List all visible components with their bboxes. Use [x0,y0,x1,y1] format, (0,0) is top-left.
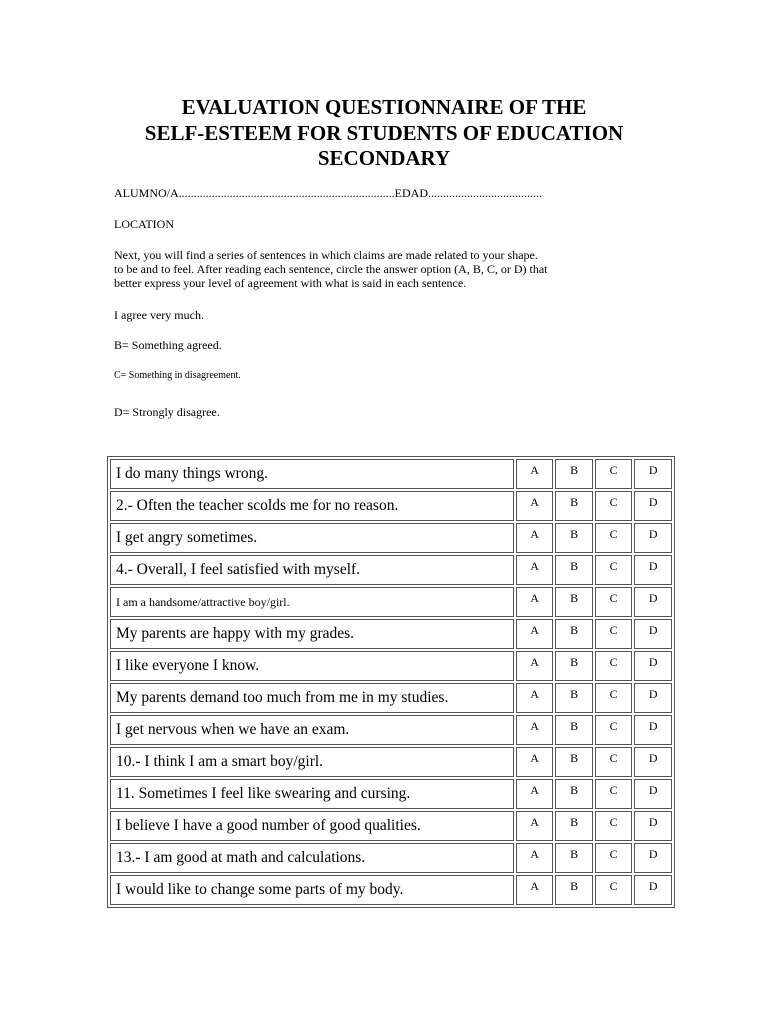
answer-option-b[interactable]: B [555,715,593,745]
answer-option-b[interactable]: B [555,459,593,489]
answer-option-c[interactable]: C [595,459,633,489]
answer-option-d[interactable]: D [634,491,672,521]
question-statement: I like everyone I know. [110,651,514,681]
instructions-line-3: better express your level of agreement with what is said in each sentence. [114,276,467,290]
answer-option-a[interactable]: A [516,651,554,681]
question-statement: 11. Sometimes I feel like swearing and cursing. [110,779,514,809]
table-row [110,811,672,841]
question-statement: 10.- I think I am a smart boy/girl. [110,747,514,777]
instructions-line-1: Next, you will find a series of sentences in which claims are made related to your shape. [114,248,538,262]
question-statement: I get nervous when we have an exam. [110,715,514,745]
answer-option-a[interactable]: A [516,779,554,809]
answer-option-d[interactable]: D [634,779,672,809]
title-line-1: EVALUATION QUESTIONNAIRE OF THE [181,95,587,119]
answer-option-c[interactable]: C [595,875,633,905]
answer-option-c[interactable]: C [595,683,633,713]
legend-b: B= Something agreed. [114,338,222,352]
table-row [110,875,672,905]
answer-option-c[interactable]: C [595,651,633,681]
answer-option-d[interactable]: D [634,843,672,873]
answer-option-a[interactable]: A [516,619,554,649]
title-line-2: SELF-ESTEEM FOR STUDENTS OF EDUCATION [144,120,624,145]
question-statement: 4.- Overall, I feel satisfied with myself. [110,555,514,585]
instructions-line-2: to be and to feel. After reading each sentence, circle the answer option (A, B, C, or D) that [114,262,548,276]
answer-option-a[interactable]: A [516,459,554,489]
table-row [110,683,672,713]
table-row [110,459,672,489]
table-row [110,491,672,521]
table-row [110,715,672,745]
answer-option-d[interactable]: D [634,555,672,585]
answer-option-a[interactable]: A [516,587,554,617]
answer-option-d[interactable]: D [634,587,672,617]
answer-option-b[interactable]: B [555,619,593,649]
table-row [110,587,672,617]
location-label: LOCATION [114,217,174,231]
answer-option-a[interactable]: A [516,683,554,713]
answer-option-b[interactable]: B [555,683,593,713]
answer-option-b[interactable]: B [555,843,593,873]
answer-option-c[interactable]: C [595,619,633,649]
answer-option-c[interactable]: C [595,587,633,617]
answer-option-c[interactable]: C [595,523,633,553]
answer-option-c[interactable]: C [595,843,633,873]
table-row [110,523,672,553]
question-statement: I get angry sometimes. [110,523,514,553]
question-statement: I believe I have a good number of good qualities. [110,811,514,841]
answer-option-b[interactable]: B [555,587,593,617]
answer-option-b[interactable]: B [555,779,593,809]
title-line-3: SECONDARY [317,146,451,170]
question-statement: 2.- Often the teacher scolds me for no reason. [110,491,514,521]
answer-option-d[interactable]: D [634,715,672,745]
answer-option-d[interactable]: D [634,747,672,777]
answer-option-d[interactable]: D [634,523,672,553]
question-statement: My parents are happy with my grades. [110,619,514,649]
answer-option-a[interactable]: A [516,555,554,585]
answer-option-b[interactable]: B [555,651,593,681]
answer-option-d[interactable]: D [634,683,672,713]
legend-d: D= Strongly disagree. [114,405,220,419]
questionnaire-title [0,95,768,172]
answer-option-d[interactable]: D [634,619,672,649]
answer-option-b[interactable]: B [555,811,593,841]
answer-option-c[interactable]: C [595,747,633,777]
answer-option-a[interactable]: A [516,875,554,905]
legend-c: C= Something in disagreement. [114,370,241,381]
answer-option-b[interactable]: B [555,747,593,777]
legend-a: I agree very much. [114,308,204,322]
answer-option-a[interactable]: A [516,843,554,873]
answer-option-c[interactable]: C [595,811,633,841]
table-row [110,651,672,681]
answer-option-b[interactable]: B [555,491,593,521]
instructions [114,248,584,290]
question-statement: I do many things wrong. [110,459,514,489]
question-statement: I am a handsome/attractive boy/girl. [110,587,514,617]
table-row [110,555,672,585]
answer-option-a[interactable]: A [516,747,554,777]
answer-option-d[interactable]: D [634,875,672,905]
answer-option-c[interactable]: C [595,715,633,745]
table-row [110,619,672,649]
questionnaire-table [107,456,675,908]
answer-option-b[interactable]: B [555,523,593,553]
answer-option-a[interactable]: A [516,523,554,553]
table-row [110,843,672,873]
answer-option-a[interactable]: A [516,811,554,841]
table-row [110,779,672,809]
answer-option-b[interactable]: B [555,875,593,905]
answer-option-a[interactable]: A [516,491,554,521]
answer-option-d[interactable]: D [634,651,672,681]
answer-option-a[interactable]: A [516,715,554,745]
answer-option-d[interactable]: D [634,811,672,841]
table-row [110,747,672,777]
student-age-field[interactable]: ALUMNO/A........................................................................EDAD...................................... [114,186,542,200]
answer-option-c[interactable]: C [595,491,633,521]
answer-option-b[interactable]: B [555,555,593,585]
question-statement: I would like to change some parts of my body. [110,875,514,905]
questionnaire-rows [110,459,672,905]
question-statement: My parents demand too much from me in my studies. [110,683,514,713]
answer-option-d[interactable]: D [634,459,672,489]
answer-option-c[interactable]: C [595,779,633,809]
question-statement: 13.- I am good at math and calculations. [110,843,514,873]
answer-option-c[interactable]: C [595,555,633,585]
